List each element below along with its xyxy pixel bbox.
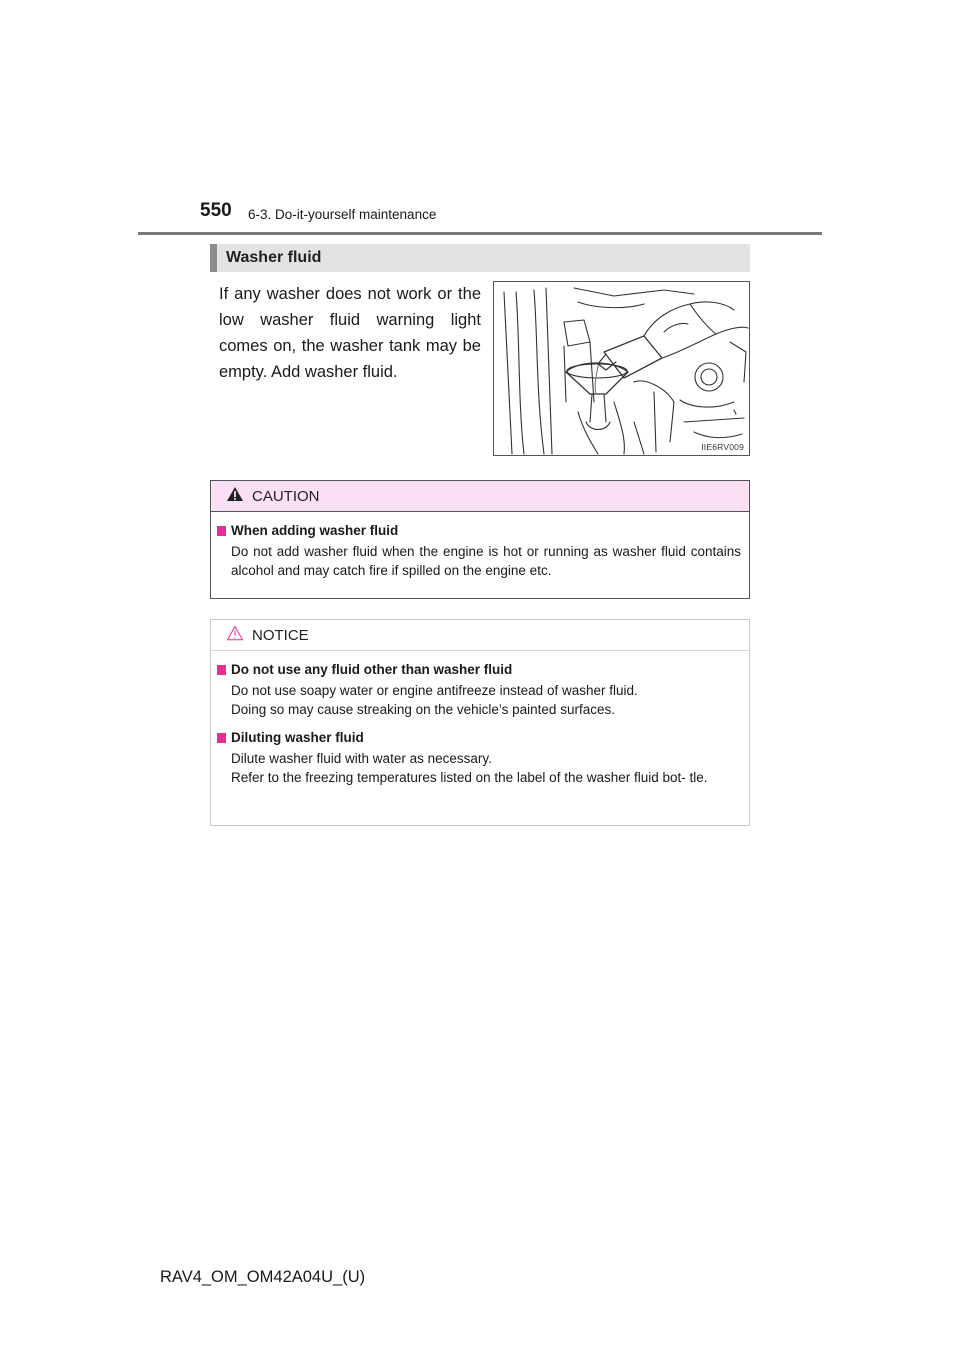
- warning-triangle-icon: [226, 486, 244, 506]
- caution-label: CAUTION: [252, 487, 320, 505]
- washer-fluid-figure: [493, 281, 750, 456]
- notice-label: NOTICE: [252, 626, 309, 644]
- page-number: 550: [200, 200, 232, 221]
- notice-item: [217, 729, 741, 787]
- notice-header: [211, 620, 749, 651]
- caution-item: [217, 522, 741, 580]
- figure-code: IIE6RV009: [701, 442, 744, 452]
- section-title: Washer fluid: [226, 249, 322, 266]
- section-header: 6-3. Do-it-yourself maintenance: [248, 207, 437, 222]
- caution-box: [210, 480, 750, 599]
- washer-fluid-pouring-illustration: [494, 282, 749, 455]
- notice-item-line: Dilute washer fluid with water as necessary.: [231, 751, 492, 766]
- bullet-square-icon: [217, 665, 226, 675]
- section-title-bar: [210, 244, 750, 272]
- header-rule: [138, 232, 822, 235]
- caution-item-text: Do not add washer fluid when the engine is hot or running as washer fluid contains alcohol and may catch fire if spilled on the engine etc.: [231, 544, 741, 578]
- warning-triangle-outline-icon: [226, 625, 244, 645]
- notice-box: [210, 619, 750, 826]
- caution-item-title: When adding washer fluid: [231, 523, 399, 538]
- bullet-square-icon: [217, 526, 226, 536]
- intro-text: If any washer does not work or the low washer fluid warning light comes on, the washer tank may be empty. Add washer fluid.: [219, 285, 481, 381]
- notice-item-line: Doing so may cause streaking on the vehicle’s painted surfaces.: [231, 702, 615, 717]
- notice-item-line: Refer to the freezing temperatures listed on the label of the washer fluid bot- tle.: [231, 770, 708, 785]
- notice-item: [217, 661, 741, 719]
- notice-item-title: Diluting washer fluid: [231, 730, 364, 745]
- notice-item-line: Do not use soapy water or engine antifreeze instead of washer fluid.: [231, 683, 638, 698]
- document-code: RAV4_OM_OM42A04U_(U): [160, 1268, 366, 1286]
- bullet-square-icon: [217, 733, 226, 743]
- caution-header: [211, 481, 749, 512]
- notice-item-title: Do not use any fluid other than washer fluid: [231, 662, 513, 677]
